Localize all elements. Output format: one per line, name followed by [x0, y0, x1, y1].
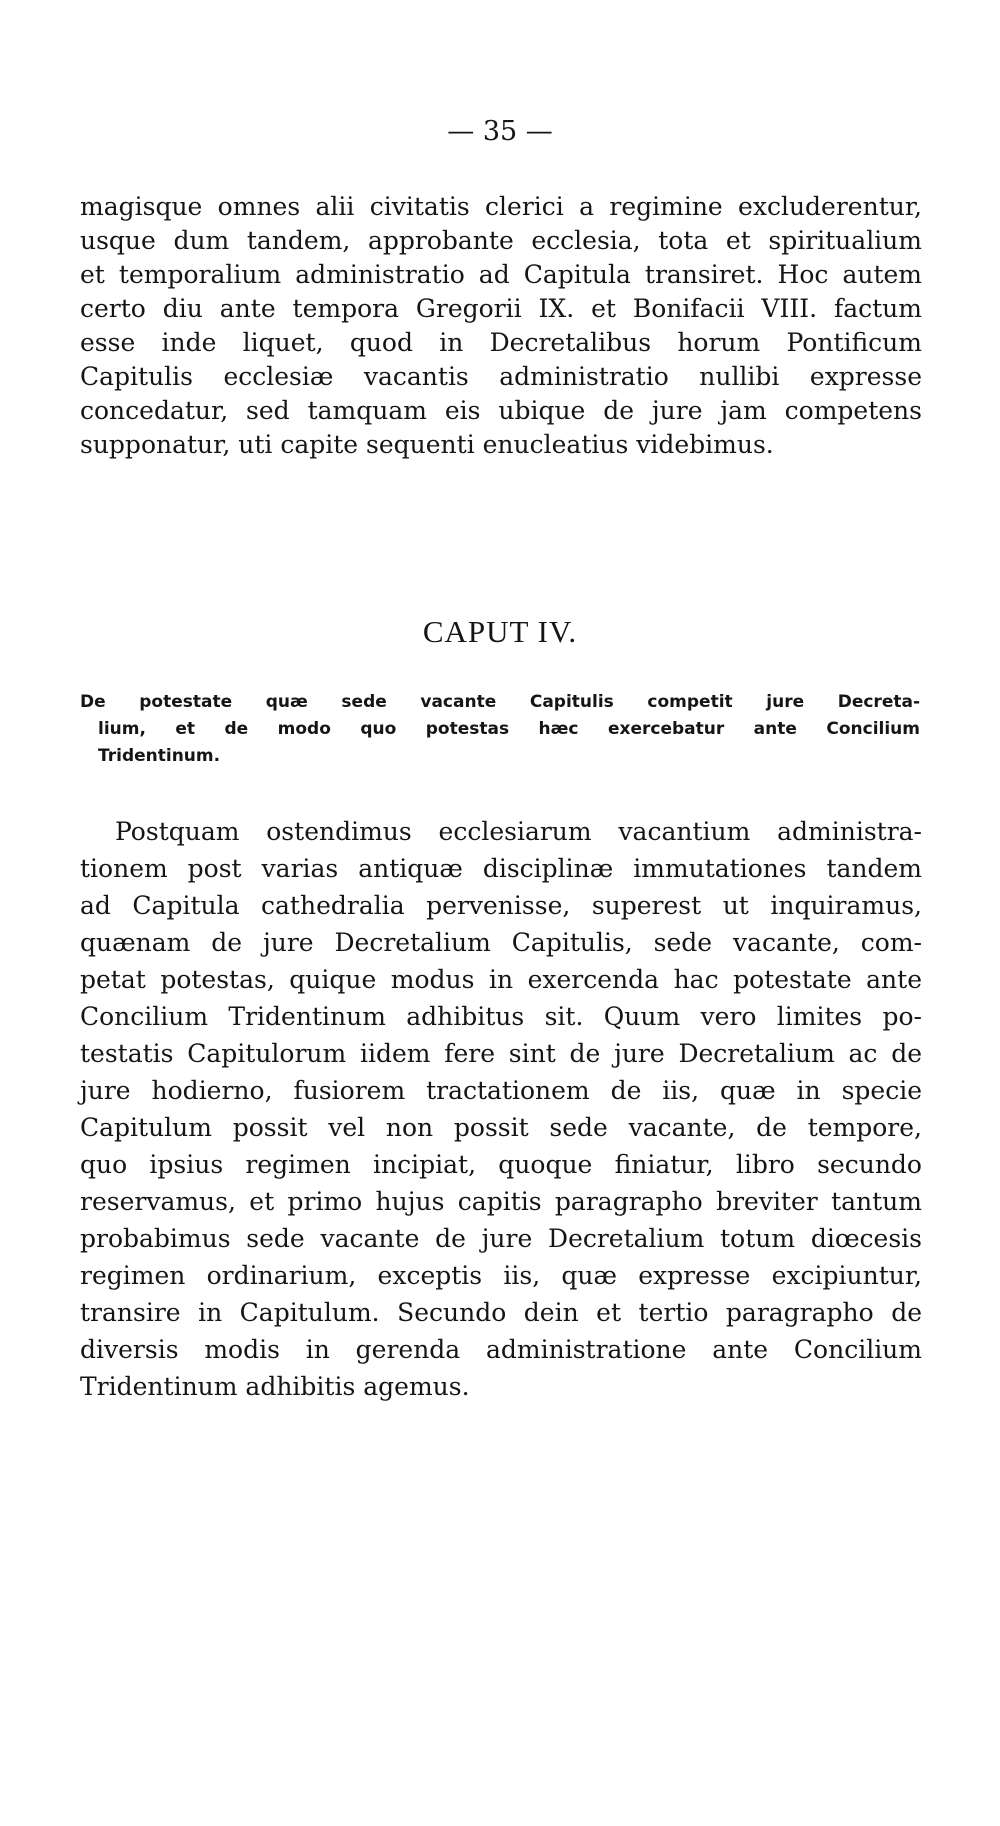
- text-line: transire in Capitulum. Secundo dein et tertio paragrapho de: [80, 1298, 922, 1327]
- text-line: reservamus, et primo hujus capitis paragrapho breviter tantum: [80, 1187, 922, 1216]
- text-line: usque dum tandem, approbante ecclesia, tota et spiritualium: [80, 226, 922, 255]
- text-line: supponatur, uti capite sequenti enucleatius videbimus.: [80, 430, 774, 459]
- text-line: magisque omnes alii civitatis clerici a regimine excluderentur,: [80, 192, 922, 221]
- text-line: Concilium Tridentinum adhibitus sit. Quum vero limites po-: [80, 1002, 922, 1031]
- chapter-heading: CAPUT IV.: [422, 614, 578, 649]
- text-line: Postquam ostendimus ecclesiarum vacantium administra-: [115, 817, 922, 846]
- text-line: certo diu ante tempora Gregorii IX. et Bonifacii VIII. factum: [80, 294, 922, 323]
- text-line: diversis modis in gerenda administratione ante Concilium: [80, 1335, 922, 1364]
- summary-line: lium, et de modo quo potestas hæc exercebatur ante Concilium: [98, 719, 920, 739]
- text-line: quo ipsius regimen incipiat, quoque finiatur, libro secundo: [80, 1150, 922, 1179]
- text-line: Capitulis ecclesiæ vacantis administratio nullibi expresse: [80, 362, 922, 391]
- text-line: concedatur, sed tamquam eis ubique de jure jam competens: [80, 396, 922, 425]
- text-line: jure hodierno, fusiorem tractationem de iis, quæ in specie: [80, 1076, 922, 1105]
- text-line: Tridentinum adhibitis agemus.: [80, 1372, 470, 1401]
- text-line: regimen ordinarium, exceptis iis, quæ expresse excipiuntur,: [80, 1261, 922, 1290]
- text-line: probabimus sede vacante de jure Decretalium totum diœcesis: [80, 1224, 922, 1253]
- summary-line: De potestate quæ sede vacante Capitulis competit jure Decreta-: [80, 692, 920, 712]
- text-line: quænam de jure Decretalium Capitulis, sede vacante, com-: [80, 928, 922, 957]
- text-line: et temporalium administratio ad Capitula transiret. Hoc autem: [80, 260, 922, 289]
- text-line: Capitulum possit vel non possit sede vacante, de tempore,: [80, 1113, 922, 1142]
- text-line: petat potestas, quique modus in exercenda hac potestate ante: [80, 965, 922, 994]
- page-number: — 35 —: [447, 116, 553, 147]
- text-line: tionem post varias antiquæ disciplinæ immutationes tandem: [80, 854, 922, 883]
- text-line: ad Capitula cathedralia pervenisse, superest ut inquiramus,: [80, 891, 922, 920]
- text-line: esse inde liquet, quod in Decretalibus horum Pontificum: [80, 328, 922, 357]
- summary-line: Tridentinum.: [98, 746, 221, 766]
- text-line: testatis Capitulorum iidem fere sint de jure Decretalium ac de: [80, 1039, 922, 1068]
